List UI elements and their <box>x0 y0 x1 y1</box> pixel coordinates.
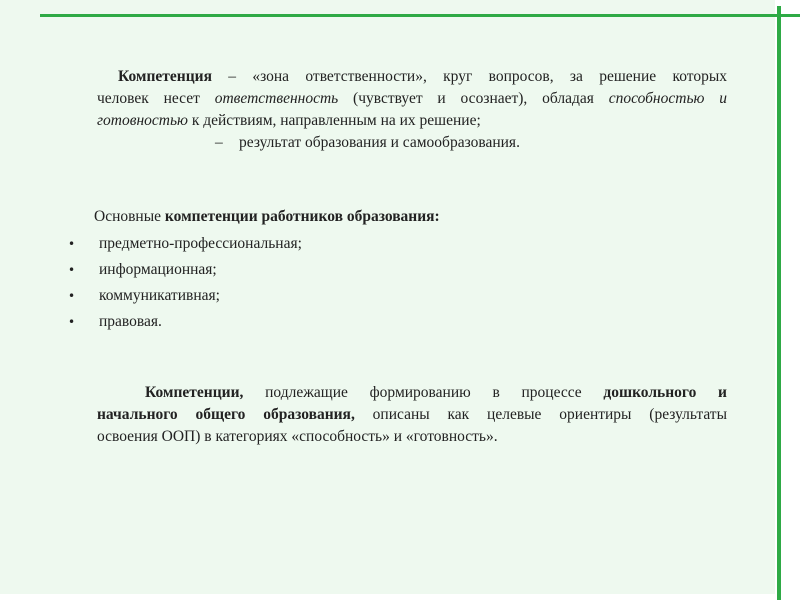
ability-italic: способностью и <box>608 90 727 107</box>
responsibility-italic: ответственность <box>214 90 339 107</box>
definition-line-1 <box>97 66 727 88</box>
basic-competencies-heading <box>94 206 440 228</box>
basic-competencies-intro: Основные <box>94 208 165 225</box>
preschool-line-3: освоения ООП) в категориях «способность» и «готовность». <box>97 428 498 445</box>
preschool-bold-3: начального общего образования, <box>97 406 355 423</box>
preschool-text-1: подлежащие формированию в процессе <box>243 384 604 401</box>
definition-line-3-rest: к действиям, направленным на их решение; <box>187 112 481 129</box>
bullet-icon: • <box>68 237 76 251</box>
basic-competencies-bold: компетенции работников образования: <box>164 208 440 225</box>
right-accent-bar <box>777 6 781 600</box>
list-item <box>68 233 302 259</box>
definition-line-2-start: человек несет <box>97 90 215 107</box>
list-item-text: информационная; <box>99 261 217 278</box>
preschool-text-2: описаны как целевые ориентиры (результаты <box>354 406 727 423</box>
bullet-icon: • <box>68 263 76 277</box>
dash-marker: – <box>215 134 223 151</box>
definition-line-2-mid: (чувствует и осознает), обладая <box>338 90 609 107</box>
definition-term: Компетенция <box>118 68 212 85</box>
preschool-line-1 <box>97 382 727 404</box>
readiness-italic: готовностью <box>97 112 188 129</box>
definition-line-1-text: – «зона ответственности», круг вопросов, за решение которых <box>211 68 727 85</box>
competence-definition-paragraph <box>97 66 727 132</box>
preschool-line-2 <box>97 404 727 426</box>
list-item-text: коммуникативная; <box>99 287 220 304</box>
preschool-competencies-paragraph <box>97 382 727 448</box>
list-item <box>68 259 302 285</box>
definition-line-3 <box>97 110 727 132</box>
preschool-bold-1: Компетенции, <box>145 384 244 401</box>
top-accent-bar <box>40 14 800 17</box>
definition-dash-item <box>215 132 520 154</box>
list-item <box>68 285 302 311</box>
definition-line-2 <box>97 88 727 110</box>
competencies-list <box>68 233 302 337</box>
list-item-text: предметно-профессиональная; <box>99 235 302 252</box>
dash-item-text: результат образования и самообразования. <box>239 134 520 151</box>
list-item <box>68 311 302 337</box>
preschool-bold-2: дошкольного и <box>603 384 727 401</box>
list-item-text: правовая. <box>99 313 162 330</box>
bullet-icon: • <box>68 315 76 329</box>
bullet-icon: • <box>68 289 76 303</box>
